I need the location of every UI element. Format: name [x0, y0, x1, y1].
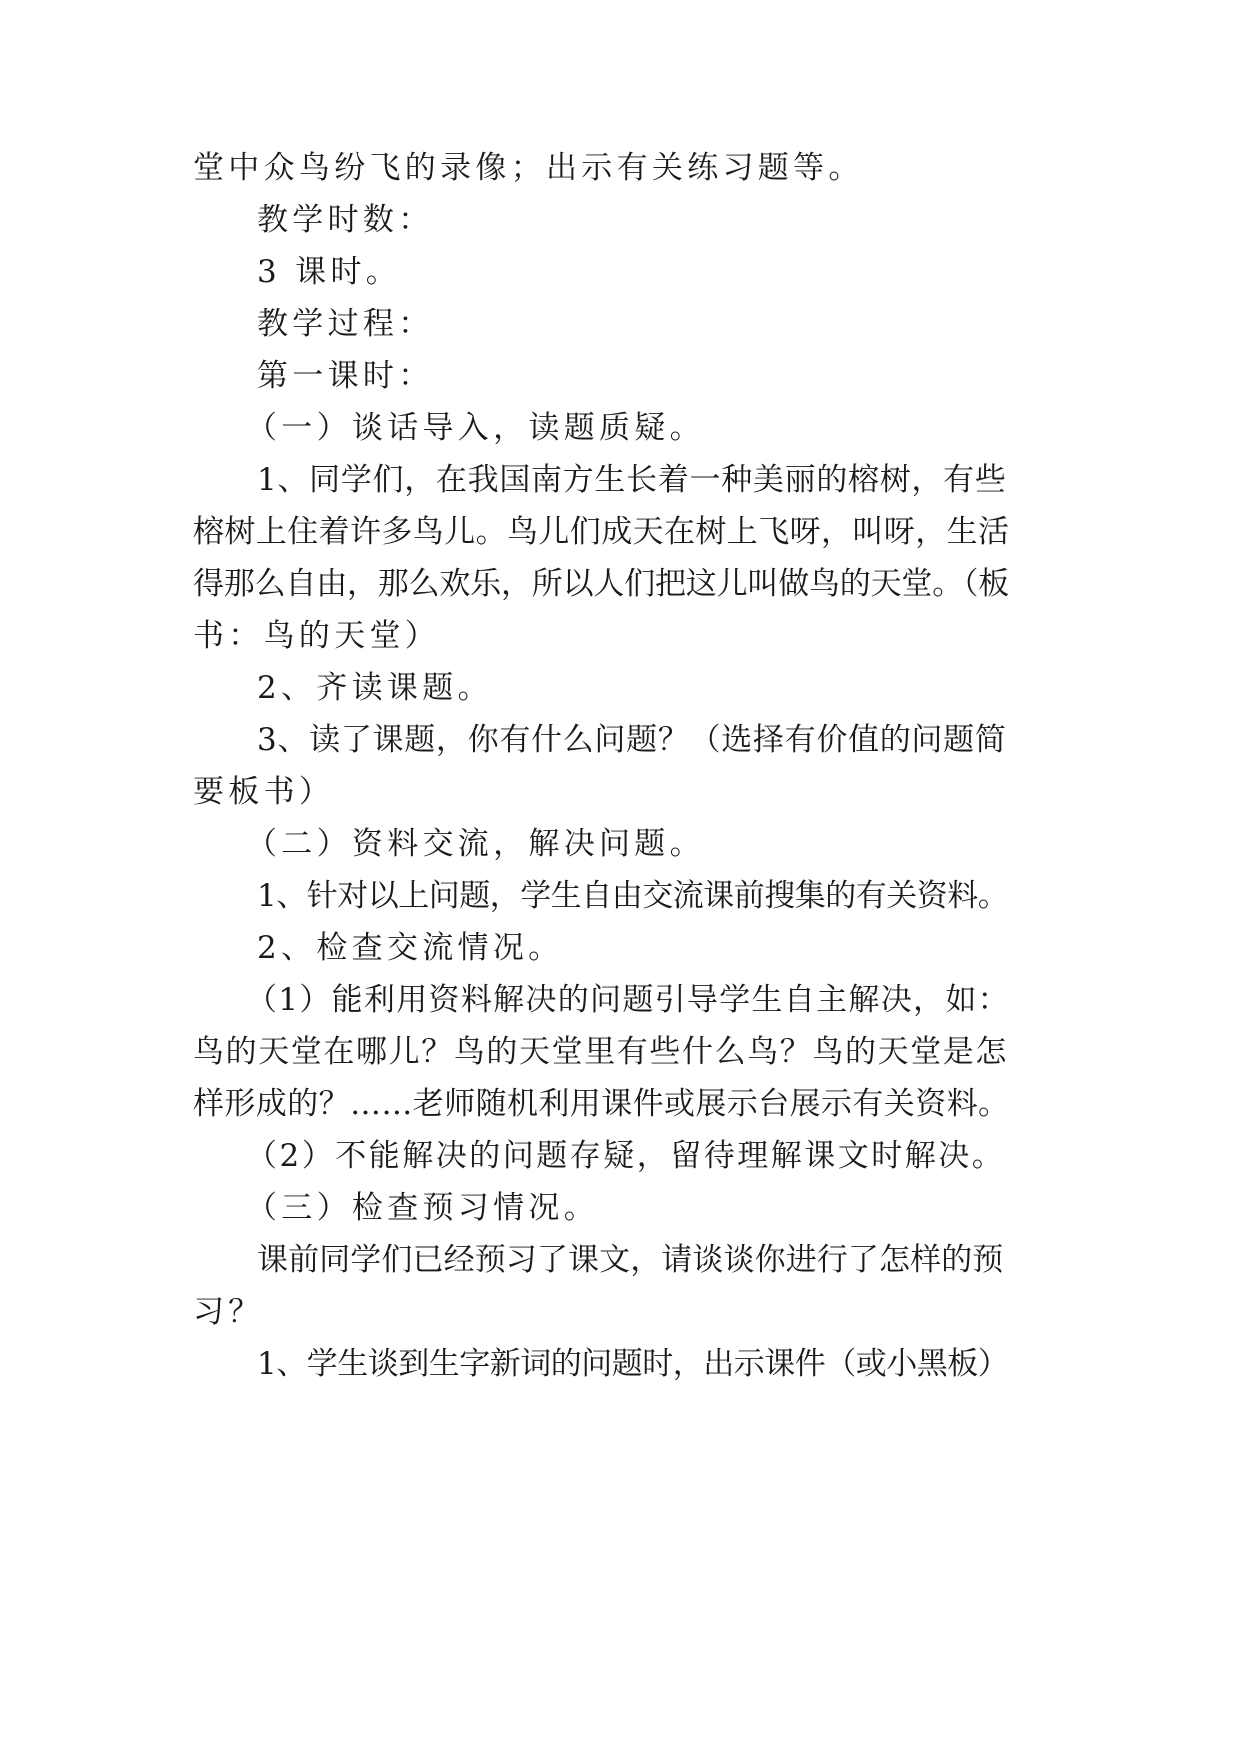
- text-line-24: 1、学生谈到生字新词的问题时，出示课件（或小黑板）: [257, 1346, 1009, 1382]
- text-line-11: 2、齐读课题。: [257, 670, 493, 706]
- text-line-15: 1、针对以上问题，学生自由交流课前搜集的有关资料。: [257, 878, 1009, 914]
- text-line-9: 得那么自由，那么欢乐，所以人们把这儿叫做鸟的天堂。（板: [193, 566, 1010, 602]
- text-line-13: 要板书）: [193, 774, 335, 810]
- text-line-14: （二）资料交流，解决问题。: [246, 826, 705, 862]
- text-line-4: 教学过程：: [257, 306, 434, 342]
- text-line-12: 3、读了课题，你有什么问题？（选择有价值的问题简: [257, 722, 1007, 758]
- text-line-1: 堂中众鸟纷飞的录像；出示有关练习题等。: [193, 150, 864, 186]
- text-line-20: （2）不能解决的问题存疑，留待理解课文时解决。: [246, 1138, 1006, 1174]
- text-line-22: 课前同学们已经预习了课文，请谈谈你进行了怎样的预: [257, 1242, 1004, 1278]
- text-line-16: 2、检查交流情况。: [257, 930, 564, 966]
- text-line-19: 样形成的？……老师随机利用课件或展示台展示有关资料。: [193, 1086, 1010, 1122]
- text-line-10: 书：鸟的天堂）: [193, 618, 441, 654]
- text-line-17: （1）能利用资料解决的问题引导学生自主解决，如：: [246, 982, 1010, 1018]
- text-line-7: 1、同学们，在我国南方生长着一种美丽的榕树，有些: [257, 462, 1007, 498]
- text-line-6: （一）谈话导入，读题质疑。: [246, 410, 705, 446]
- text-line-3: 3 课时。: [257, 254, 402, 290]
- text-line-8: 榕树上住着许多鸟儿。鸟儿们成天在树上飞呀，叫呀，生活: [193, 514, 1010, 550]
- text-line-23: 习？: [193, 1294, 264, 1330]
- text-line-21: （三）检查预习情况。: [246, 1190, 599, 1226]
- text-line-5: 第一课时：: [257, 358, 434, 394]
- text-line-18: 鸟的天堂在哪儿？鸟的天堂里有些什么鸟？鸟的天堂是怎: [193, 1034, 1008, 1070]
- text-line-2: 教学时数：: [257, 202, 434, 238]
